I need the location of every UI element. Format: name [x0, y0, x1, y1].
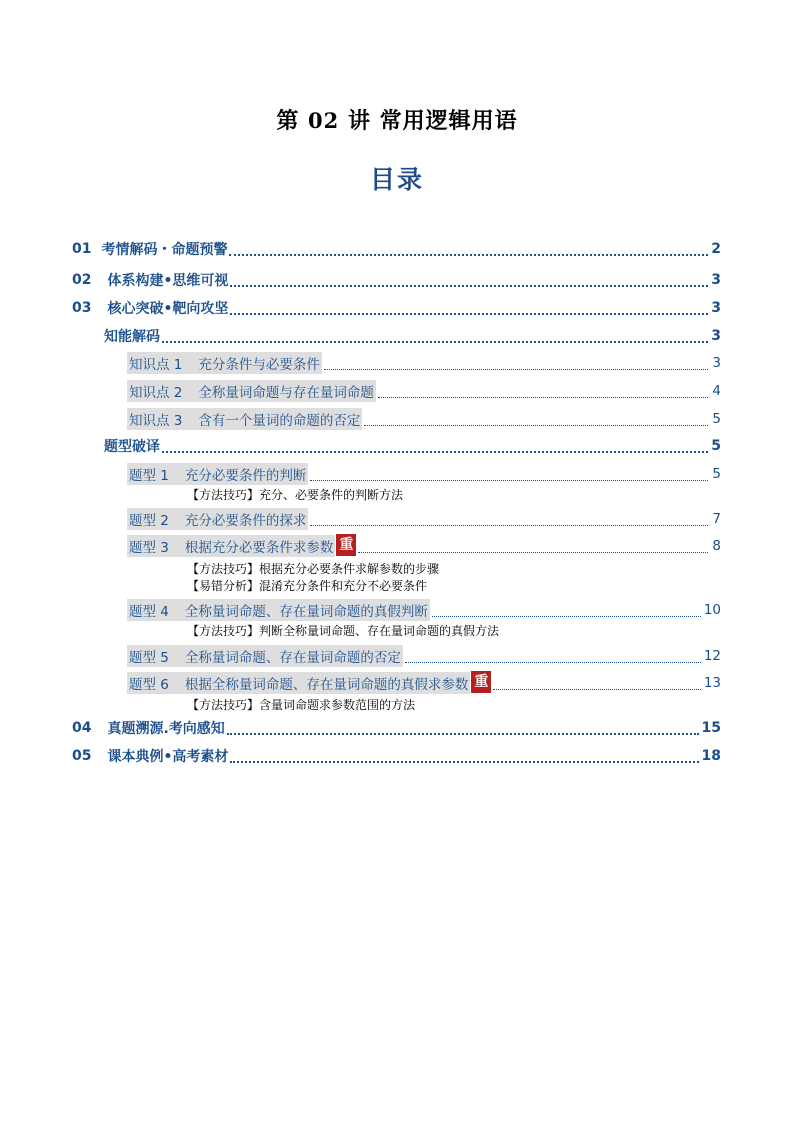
page-number: 13	[703, 675, 721, 691]
dot-leader	[162, 341, 708, 343]
title-lecture-number: 02	[308, 108, 340, 133]
toc-entry-knowledge-3[interactable]	[127, 408, 721, 430]
section-label: 体系构建•思维可视	[107, 273, 229, 289]
title-text: 讲 常用逻辑用语	[339, 109, 518, 134]
section-number: 03	[72, 300, 92, 316]
entry-prefix: 题型 5	[127, 645, 171, 667]
entry-label: 根据全称量词命题、存在量词命题的真假求参数	[171, 672, 471, 694]
dot-leader	[230, 313, 708, 315]
page-number: 10	[703, 602, 721, 618]
page-number: 5	[712, 411, 721, 427]
page-number: 3	[711, 300, 721, 316]
entry-prefix: 知识点 3	[127, 408, 184, 430]
page-number: 4	[712, 383, 721, 399]
toc-entry-knowledge-1[interactable]	[127, 352, 721, 374]
page-number: 5	[712, 466, 721, 482]
toc-entry-01[interactable]	[72, 238, 721, 260]
page-number: 7	[712, 511, 721, 527]
entry-label: 充分条件与必要条件	[184, 352, 322, 374]
key-point-badge: 重	[471, 671, 491, 693]
toc-entry-zhineng[interactable]	[104, 325, 721, 347]
dot-leader	[324, 369, 708, 370]
toc-entry-type-6[interactable]	[127, 672, 721, 694]
dot-leader	[405, 662, 701, 663]
section-label: 核心突破•靶向攻坚	[107, 301, 229, 317]
toc-entry-type-5[interactable]	[127, 645, 721, 667]
method-tip-note: 【方法技巧】充分、必要条件的判断方法	[187, 488, 404, 502]
toc-entry-type-3[interactable]	[127, 535, 721, 557]
toc-entry-type-4[interactable]	[127, 599, 721, 621]
toc-entry-04[interactable]	[72, 717, 721, 739]
dot-leader	[378, 397, 708, 398]
dot-leader	[432, 616, 701, 617]
entry-prefix: 题型 4	[127, 599, 171, 621]
dot-leader	[310, 480, 708, 481]
entry-prefix: 题型 1	[127, 463, 171, 485]
entry-label: 充分必要条件的判断	[171, 463, 309, 485]
entry-prefix: 题型 2	[127, 508, 171, 530]
method-tip-note: 【方法技巧】根据充分必要条件求解参数的步骤	[187, 562, 440, 576]
toc-entry-02[interactable]	[72, 269, 721, 291]
page-number: 2	[711, 241, 721, 257]
page-number: 5	[711, 438, 721, 454]
entry-label: 全称量词命题、存在量词命题的真假判断	[171, 599, 430, 621]
section-number: 01	[72, 241, 92, 257]
page-number: 12	[703, 648, 721, 664]
subsection-label: 题型破译	[104, 439, 160, 455]
entry-label: 充分必要条件的探求	[171, 508, 309, 530]
entry-prefix: 知识点 2	[127, 380, 184, 402]
page-number: 3	[711, 328, 721, 344]
entry-label: 全称量词命题与存在量词命题	[184, 380, 376, 402]
page-number: 8	[712, 538, 721, 554]
dot-leader	[493, 689, 700, 690]
dot-leader	[229, 254, 708, 256]
method-tip-note: 【方法技巧】含量词命题求参数范围的方法	[187, 698, 416, 712]
dot-leader	[227, 733, 699, 735]
section-number: 05	[72, 748, 92, 764]
page-number: 15	[701, 720, 721, 736]
entry-label: 根据充分必要条件求参数	[171, 535, 336, 557]
dot-leader	[364, 425, 708, 426]
error-analysis-note: 【易错分析】混淆充分条件和充分不必要条件	[187, 579, 428, 593]
title-prefix: 第	[276, 109, 309, 134]
entry-prefix: 题型 3	[127, 535, 171, 557]
page-number: 3	[711, 272, 721, 288]
toc-heading: 目录	[369, 165, 424, 194]
page-number: 18	[701, 748, 721, 764]
section-label: 课本典例•高考素材	[107, 749, 229, 765]
section-number: 04	[72, 720, 92, 736]
entry-label: 全称量词命题、存在量词命题的否定	[171, 645, 403, 667]
entry-prefix: 知识点 1	[127, 352, 184, 374]
dot-leader	[358, 552, 708, 553]
toc-entry-tixing[interactable]	[104, 435, 721, 457]
section-label: 考情解码・命题预警	[101, 242, 228, 258]
section-number: 02	[72, 272, 92, 288]
dot-leader	[230, 285, 708, 287]
toc-entry-type-2[interactable]	[127, 508, 721, 530]
section-label: 真题溯源.考向感知	[107, 721, 225, 737]
toc-entry-knowledge-2[interactable]	[127, 380, 721, 402]
document-title	[0, 104, 794, 135]
dot-leader	[162, 451, 708, 453]
key-point-badge: 重	[336, 534, 356, 556]
toc-entry-05[interactable]	[72, 745, 721, 767]
dot-leader	[230, 761, 698, 763]
page-number: 3	[712, 355, 721, 371]
entry-prefix: 题型 6	[127, 672, 171, 694]
subsection-label: 知能解码	[104, 329, 160, 345]
toc-entry-03[interactable]	[72, 297, 721, 319]
entry-label: 含有一个量词的命题的否定	[184, 408, 362, 430]
dot-leader	[310, 525, 708, 526]
toc-entry-type-1[interactable]	[127, 463, 721, 485]
method-tip-note: 【方法技巧】判断全称量词命题、存在量词命题的真假方法	[187, 624, 500, 638]
